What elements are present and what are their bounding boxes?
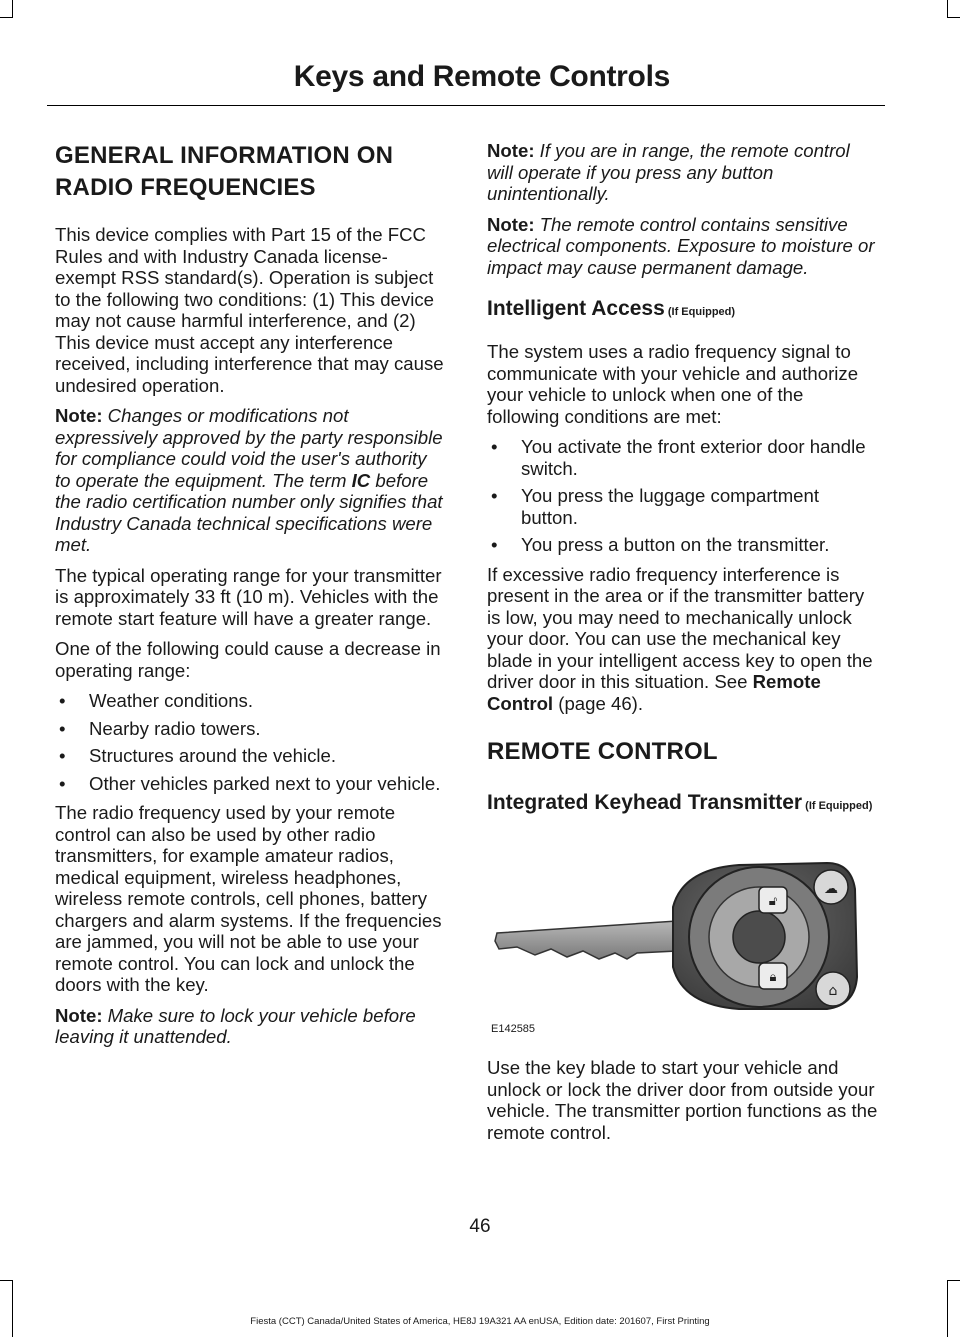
note-modifications <box>55 405 447 556</box>
crop-mark <box>12 1280 13 1337</box>
svg-text:☁: ☁ <box>824 881 838 897</box>
list-item-text: Structures around the vehicle. <box>89 745 337 766</box>
list-item <box>55 745 447 767</box>
svg-text:🔒︎: 🔒︎ <box>769 970 777 985</box>
bullet-icon: • <box>59 717 66 739</box>
if-equipped-label: (If Equipped) <box>802 800 873 812</box>
paragraph-range-decrease: One of the following could cause a decrease in operating range: <box>55 638 441 681</box>
crop-mark <box>948 17 960 18</box>
paragraph-fcc-compliance: This device complies with Part 15 of the FCC Rules and with Industry Canada license-exempt RSS standard(s). Operation is subject to the following two conditions: (1) This device may not cause harmful interference, and (2) This device must accept any interference received, including interference that may cause undesired operation. <box>55 224 444 396</box>
paragraph-interference <box>487 564 880 715</box>
key-blade <box>495 921 687 959</box>
list-item-text: You activate the front exterior door handle switch. <box>521 436 866 479</box>
list-item <box>55 718 447 740</box>
note-text: Make sure to lock your vehicle before leaving it unattended. <box>55 1004 416 1047</box>
page-number: 46 <box>469 1216 491 1237</box>
heading-line: GENERAL INFORMATION ON <box>55 142 394 169</box>
figure-id: E142585 <box>491 1023 536 1035</box>
list-item-text: You press a button on the transmitter. <box>521 534 830 555</box>
note-label: Note: <box>55 405 103 426</box>
ic-term: IC <box>351 469 371 491</box>
list-item <box>487 436 880 479</box>
paragraph-key-blade: Use the key blade to start your vehicle and unlock or lock the driver door from outside your vehicle. The transmitter portion functions as the remote control. <box>487 1057 878 1143</box>
note-in-range <box>487 140 880 205</box>
subheading-intelligent-access <box>487 296 880 325</box>
bullet-icon: • <box>59 772 66 794</box>
paragraph-operating-range: The typical operating range for your transmitter is approximately 33 ft (10 m). Vehicles with the remote start feature will have a greater range. <box>55 564 442 629</box>
crop-mark <box>12 0 13 18</box>
header-divider <box>47 105 885 106</box>
list-item-text: Nearby radio towers. <box>89 717 261 739</box>
subheading-text: Integrated Keyhead Transmitter <box>487 791 803 814</box>
note-label: Note: <box>55 1004 103 1026</box>
keyhead-transmitter-figure <box>487 847 880 1047</box>
note-text: The remote control contains sensitive electrical components. Exposure to moisture or impact may cause permanent damage. <box>487 213 875 278</box>
note-text: Changes or modifications not expressively approved by the party responsible for compliance could void the user's authority to operate the equipment. The term <box>55 405 443 491</box>
crop-mark <box>947 1280 948 1337</box>
note-text: before the radio certification number only signifies that Industry Canada technical specifications were met. <box>55 469 443 555</box>
bullet-icon: • <box>59 690 66 711</box>
list-item <box>55 773 447 795</box>
paragraph-radio-signal: The system uses a radio frequency signal to communicate with your vehicle and authorize your vehicle to unlock when one of the following conditions are met: <box>487 341 859 427</box>
svg-text:🔓︎: 🔓︎ <box>768 894 778 909</box>
crop-mark <box>0 17 12 18</box>
bullet-icon: • <box>59 745 66 766</box>
range-factors-list <box>55 690 447 794</box>
unlock-conditions-list <box>487 436 880 556</box>
page-reference: (page 46). <box>553 692 644 714</box>
paragraph-text: If excessive radio frequency interference is present in the area or if the transmitter battery is low, you may need to mechanically unlock your door. You can use the mechanical key blade in your intelligent access key to open the driver door in this situation. See <box>487 563 873 692</box>
bullet-icon: • <box>491 534 498 555</box>
note-sensitive-components <box>487 214 880 279</box>
if-equipped-label: (If Equipped) <box>664 306 736 318</box>
crop-mark <box>0 1280 12 1281</box>
list-item <box>487 534 880 556</box>
page-footer: Fiesta (CCT) Canada/United States of America, HE8J 19A321 AA enUSA, Edition date: 201607, First Printing <box>250 1316 710 1327</box>
list-item-text: Weather conditions. <box>89 690 253 711</box>
list-item <box>55 690 447 712</box>
note-label: Note: <box>487 213 535 235</box>
remote-control-link[interactable]: Remote Control <box>487 671 821 714</box>
note-lock-vehicle <box>55 1005 447 1048</box>
left-column <box>55 140 447 1057</box>
subheading-keyhead-transmitter <box>487 790 880 819</box>
paragraph-radio-frequency: The radio frequency used by your remote control can also be used by other radio transmitters, for example amateur radios, medical equipment, wireless headphones, wireless remote controls, cell phones, battery chargers and alarm systems. If the frequencies are jammed, you will not be able to use your remote control. You can lock and unlock the doors with the key. <box>55 802 442 995</box>
crop-mark <box>947 0 948 18</box>
subheading-text: Intelligent Access <box>487 297 665 320</box>
bullet-icon: • <box>491 485 498 506</box>
heading-line: RADIO FREQUENCIES <box>55 174 316 201</box>
section-heading-general-info <box>55 140 447 204</box>
key-illustration <box>487 847 880 1027</box>
svg-text:⌂: ⌂ <box>828 983 838 999</box>
page-header-title: Keys and Remote Controls <box>293 60 670 93</box>
list-item <box>487 485 880 528</box>
list-item-text: Other vehicles parked next to your vehicle. <box>89 772 441 794</box>
section-heading-remote-control: REMOTE CONTROL <box>487 738 718 765</box>
right-column <box>487 140 880 1152</box>
note-label: Note: <box>487 140 535 161</box>
bullet-icon: • <box>491 436 498 457</box>
crop-mark <box>948 1280 960 1281</box>
note-text: If you are in range, the remote control will operate if you press any button unintentionally. <box>487 140 850 204</box>
list-item-text: You press the luggage compartment button. <box>521 485 820 528</box>
